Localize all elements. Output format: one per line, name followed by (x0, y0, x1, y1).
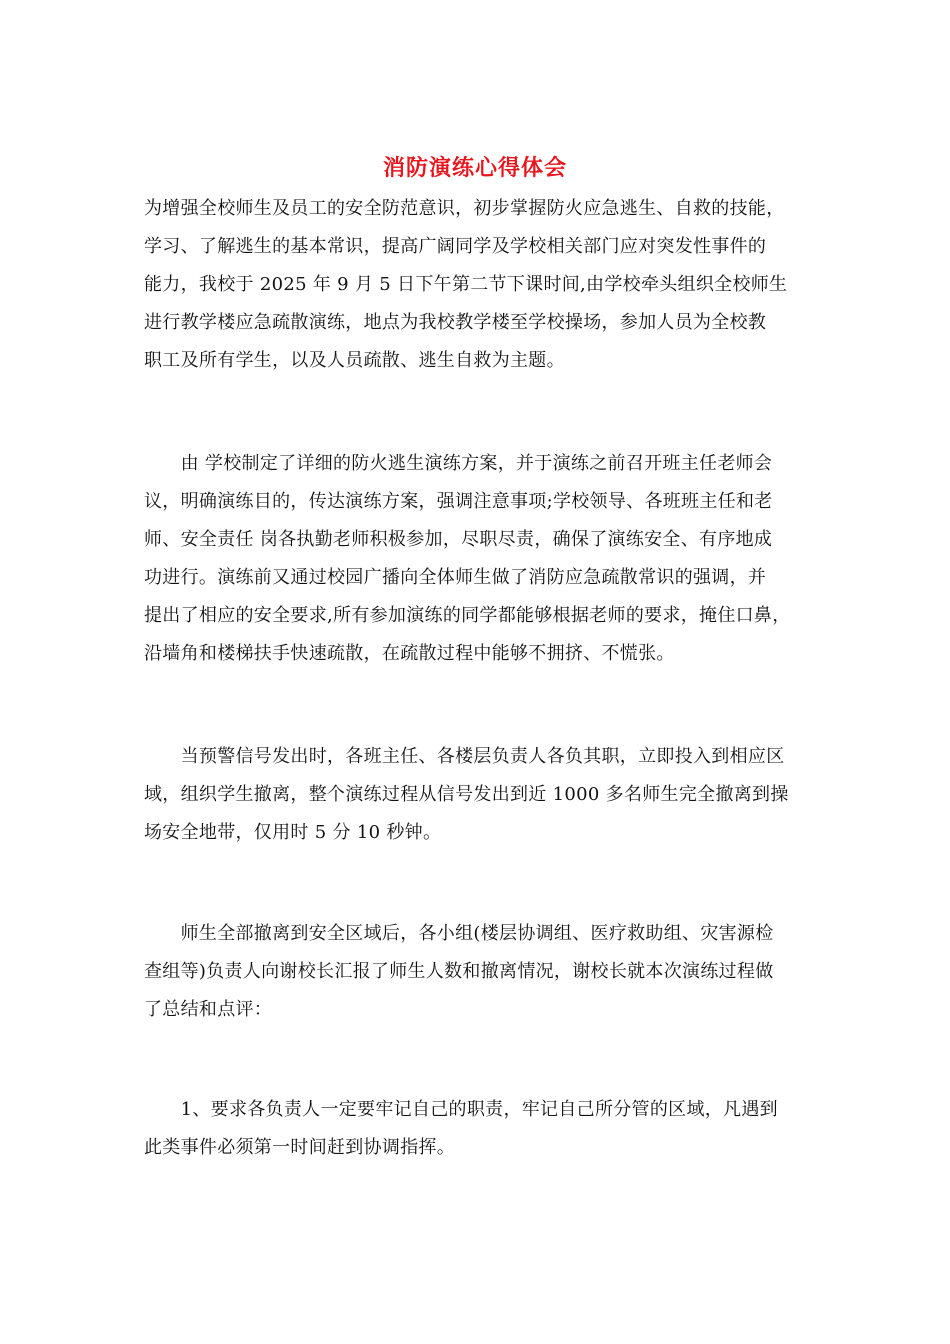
paragraph-5 (144, 1091, 824, 1167)
paragraph-2 (144, 445, 824, 673)
paragraph-line: 师、安全责任 岗各执勤老师积极参加，尽职尽责，确保了演练安全、有序地成 (144, 529, 773, 550)
paragraph-line: 了总结和点评： (144, 999, 273, 1020)
paragraph-line: 当预警信号发出时，各班主任、各楼层负责人各负其职，立即投入到相应区 (144, 746, 785, 767)
paragraph-line: 为增强全校师生及员工的安全防范意识，初步掌握防火应急逃生、自救的技能， (144, 198, 785, 219)
paragraph-line: 沿墙角和楼梯扶手快速疏散，在疏散过程中能够不拥挤、不慌张。 (144, 643, 675, 664)
paragraph-line: 查组等)负责人向谢校长汇报了师生人数和撤离情况，谢校长就本次演练过程做 (144, 961, 774, 982)
paragraph-line: 由 学校制定了详细的防火逃生演练方案，并于演练之前召开班主任老师会 (144, 453, 773, 474)
paragraph-line: 能力，我校于 2025 年 9 月 5 日下午第二节下课时间,由学校牵头组织全校师生 (144, 274, 788, 295)
paragraph-line: 职工及所有学生，以及人员疏散、逃生自救为主题。 (144, 350, 565, 371)
paragraph-line: 进行教学楼应急疏散演练，地点为我校教学楼至学校操场，参加人员为全校教 (144, 312, 767, 333)
paragraph-line: 域，组织学生撤离，整个演练过程从信号发出到近 1000 多名师生完全撤离到操 (144, 784, 789, 805)
paragraph-line: 功进行。演练前又通过校园广播向全体师生做了消防应急疏散常识的强调，并 (144, 567, 767, 588)
paragraph-line: 提出了相应的安全要求,所有参加演练的同学都能够根据老师的要求，掩住口鼻， (144, 605, 791, 626)
paragraph-4 (144, 915, 824, 1029)
paragraph-line: 场安全地带，仅用时 5 分 10 秒钟。 (144, 822, 442, 843)
paragraph-line: 师生全部撤离到安全区域后，各小组(楼层协调组、医疗救助组、灾害源检 (144, 923, 774, 944)
paragraph-line: 议，明确演练目的，传达演练方案，强调注意事项;学校领导、各班班主任和老 (144, 491, 773, 512)
document-title: 消防演练心得体会 (382, 155, 567, 181)
paragraph-line: 学习、了解逃生的基本常识，提高广阔同学及学校相关部门应对突发性事件的 (144, 236, 767, 257)
paragraph-3 (144, 738, 824, 852)
paragraph-line: 此类事件必须第一时间赶到协调指挥。 (144, 1137, 456, 1158)
paragraph-1 (144, 190, 824, 380)
paragraph-line: 1、要求各负责人一定要牢记自己的职责，牢记自己所分管的区域，凡遇到 (144, 1099, 778, 1120)
